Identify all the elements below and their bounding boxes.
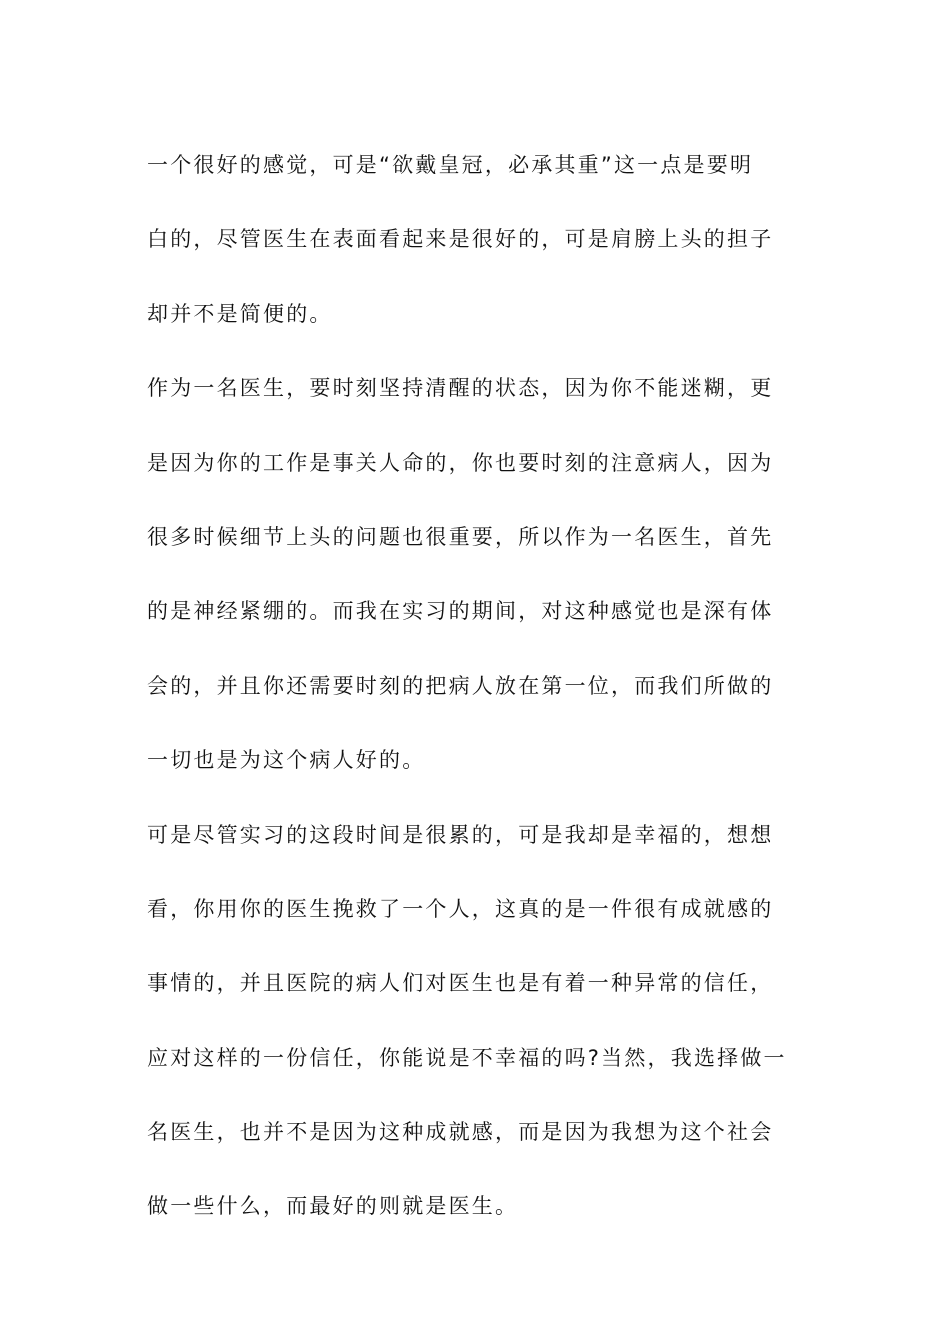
text-line: 是因为你的工作是事关人命的，你也要时刻的注意病人，因为	[147, 450, 774, 475]
text-line: 会的，并且你还需要时刻的把病人放在第一位，而我们所做的	[147, 673, 774, 698]
text-line: 却并不是简便的。	[147, 301, 333, 326]
text-line: 作为一名医生，要时刻坚持清醒的状态，因为你不能迷糊，更	[147, 376, 774, 401]
text-line: 应对这样的一份信任，你能说是不幸福的吗?当然，我选择做一	[147, 1045, 787, 1070]
text-line: 的是神经紧绷的。而我在实习的期间，对这种感觉也是深有体	[147, 599, 774, 624]
text-line: 白的，尽管医生在表面看起来是很好的，可是肩膀上头的担子	[147, 227, 774, 252]
text-line: 名医生，也并不是因为这种成就感，而是因为我想为这个社会	[147, 1120, 774, 1145]
text-line: 一切也是为这个病人好的。	[147, 748, 426, 773]
text-line: 一个很好的感觉，可是“欲戴皇冠，必承其重”这一点是要明	[147, 153, 754, 177]
text-line: 很多时候细节上头的问题也很重要，所以作为一名医生，首先	[147, 524, 774, 549]
text-line: 事情的，并且医院的病人们对医生也是有着一种异常的信任，	[147, 971, 774, 996]
text-line: 可是尽管实习的这段时间是很累的，可是我却是幸福的，想想	[147, 822, 774, 847]
text-line: 看，你用你的医生挽救了一个人，这真的是一件很有成就感的	[147, 896, 774, 921]
body-text	[147, 128, 807, 1244]
text-line: 做一些什么，而最好的则就是医生。	[147, 1194, 519, 1219]
